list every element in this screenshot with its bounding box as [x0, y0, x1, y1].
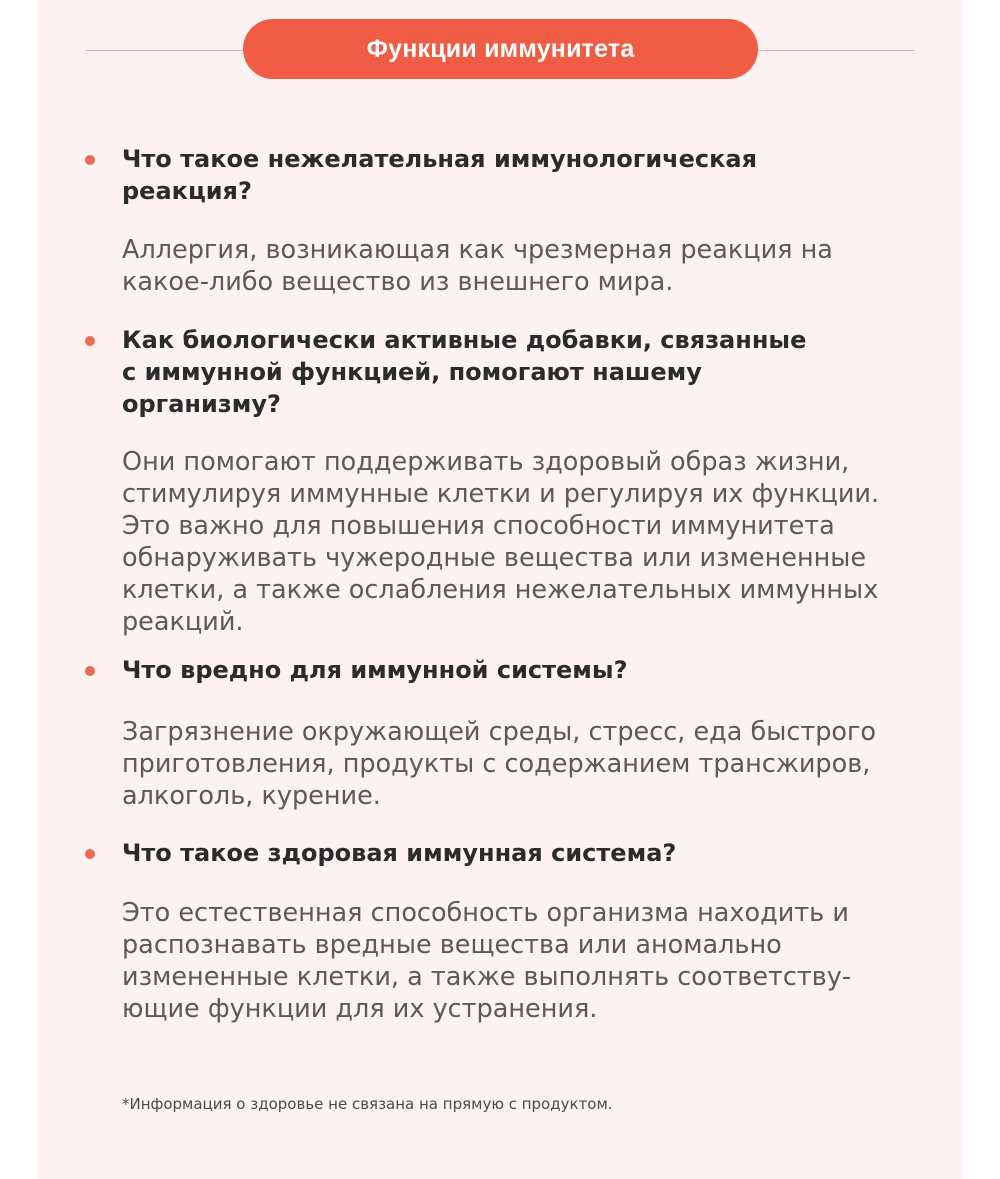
- section-title-badge: Функции иммунитета: [243, 19, 758, 79]
- faq-answer-1: Аллергия, возникающая как чрезмерная реакция на какое-либо вещество из внешнего мира.: [122, 235, 833, 297]
- faq-question-4: Что такое здоровая иммунная система?: [122, 839, 677, 867]
- faq-answer-2: Они помогают поддерживать здоровый образ жизни, стимулируя иммунные клетки и регулируя их функции. Это важно для повышения способности иммунитета обнаруживать чужеродные вещества или измененные клетки, а также ослабления нежелательных иммунных реакций.: [122, 447, 880, 637]
- disclaimer-footnote: *Информация о здоровье не связана на прямую с продуктом.: [122, 1095, 613, 1113]
- header-divider-right: [750, 50, 915, 51]
- faq-answer-3: Загрязнение окружающей среды, стресс, еда быстрого приготовления, продукты с содержанием трансжиров, алкоголь, курение.: [122, 717, 877, 811]
- bullet-icon: [85, 666, 95, 676]
- header-divider-left: [85, 50, 250, 51]
- bullet-icon: [85, 336, 95, 346]
- faq-question-3: Что вредно для иммунной системы?: [122, 656, 628, 684]
- faq-question-2: Как биологически активные добавки, связанные с иммунной функцией, помогают нашему организму?: [122, 326, 807, 418]
- faq-answer-4: Это естественная способность организма находить и распознавать вредные вещества или аномально измененные клетки, а также выполнять соответству-ющие функции для их устранения.: [122, 898, 852, 1024]
- faq-question-1: Что такое нежелательная иммунологическая реакция?: [122, 145, 758, 205]
- bullet-icon: [85, 155, 95, 165]
- bullet-icon: [85, 849, 95, 859]
